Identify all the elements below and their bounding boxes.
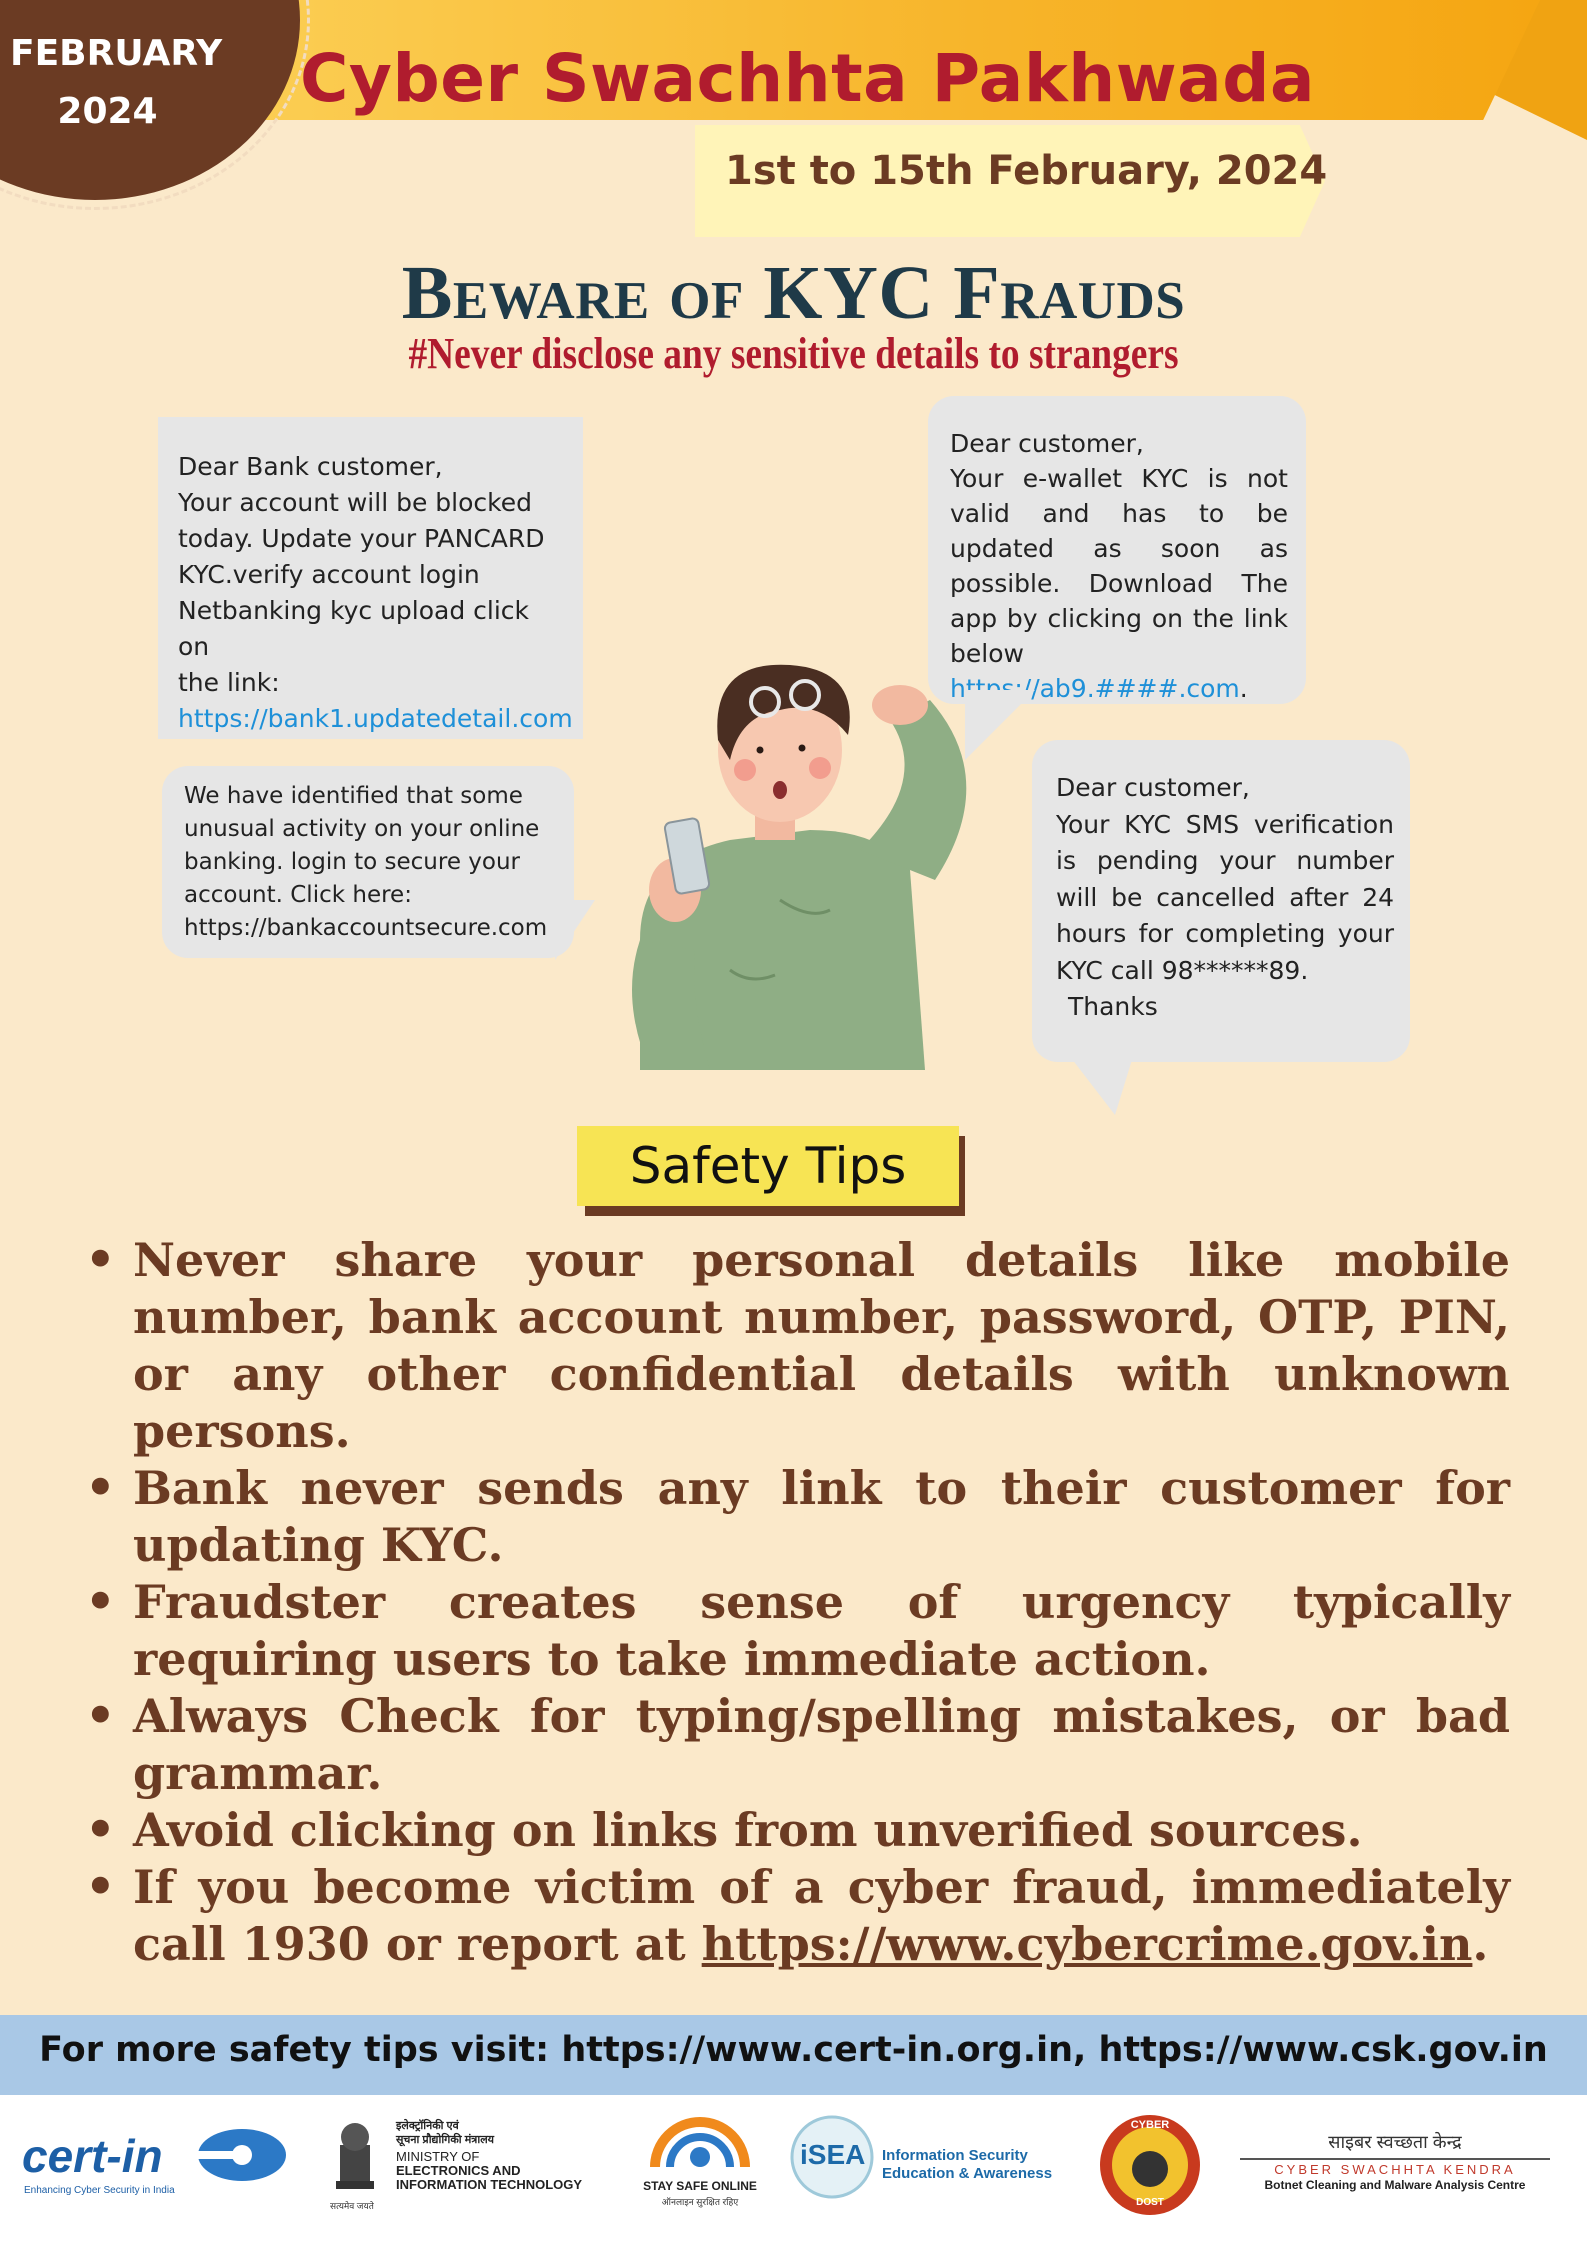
activity-message-bubble bbox=[162, 766, 574, 958]
bank-message-line: today. Update your PANCARD bbox=[178, 524, 545, 553]
sms-bubble-tail bbox=[1065, 1050, 1135, 1115]
stay-safe-line-2: ऑनलाइन सुरक्षित रहिए bbox=[661, 2197, 739, 2207]
ewallet-link[interactable]: https://ab9.####.com bbox=[950, 674, 1240, 703]
confused-person-illustration bbox=[580, 640, 1020, 1070]
isea-mark: iSEA bbox=[800, 2139, 866, 2170]
safety-tip: • Fraudster creates sense of urgency typically requiring users to take immediate action. bbox=[85, 1574, 1510, 1688]
cybercrime-link[interactable]: https://www.cybercrime.gov.in bbox=[701, 1917, 1473, 1971]
certin-name: cert-in bbox=[22, 2130, 163, 2182]
ewallet-body: Your e-wallet KYC is not valid and has to be updated as soon as possible. Download The app by clicking on the link below bbox=[950, 464, 1288, 668]
activity-message-link[interactable]: https://bankaccountsecure.com bbox=[184, 915, 548, 941]
ewallet-greeting: Dear customer, bbox=[950, 429, 1144, 458]
stay-safe-arc-icon bbox=[640, 2107, 760, 2177]
stay-safe-online-logo bbox=[635, 2107, 765, 2237]
safety-tip: • Avoid clicking on links from unverified sources. bbox=[85, 1802, 1510, 1859]
sms-message-bubble bbox=[1032, 740, 1410, 1062]
report-tip-text: If you become victim of a cyber fraud, immediately call 1930 or report at bbox=[133, 1860, 1510, 1971]
isea-logo bbox=[790, 2115, 1080, 2225]
sms-thanks: Thanks bbox=[1068, 992, 1158, 1021]
csk-hindi: साइबर स्वच्छता केन्द्र bbox=[1328, 2132, 1462, 2152]
certin-logo bbox=[22, 2125, 292, 2205]
safety-tip-report bbox=[85, 1859, 1510, 1973]
safety-tips-list bbox=[85, 1232, 1510, 1973]
csk-logo bbox=[1240, 2130, 1560, 2210]
bank-message-link[interactable]: https://bank1.updatedetail.com bbox=[178, 704, 573, 733]
meity-logo bbox=[330, 2115, 620, 2235]
page-title: Cyber Swachhta Pakhwada bbox=[300, 40, 1316, 117]
bank-message-line: the link: bbox=[178, 668, 280, 697]
footer-text: For more safety tips visit: https://www.cert-in.org.in, https://www.csk.gov.in bbox=[39, 2030, 1548, 2070]
activity-message-line: unusual activity on your online bbox=[184, 816, 540, 842]
safety-tip: • Never share your personal details like mobile number, bank account number, password, OTP, PIN, or any other confidential details with unknown persons. bbox=[85, 1232, 1510, 1460]
headline: Beware of KYC Frauds bbox=[401, 251, 1186, 335]
bank-message-line: Netbanking kyc upload click on bbox=[178, 596, 530, 661]
cyber-dost-logo bbox=[1098, 2113, 1202, 2217]
meity-line-3: INFORMATION TECHNOLOGY bbox=[396, 2177, 583, 2192]
sms-greeting: Dear customer, bbox=[1056, 773, 1250, 802]
activity-message-line: banking. login to secure your bbox=[184, 849, 521, 875]
stay-safe-line-1: STAY SAFE ONLINE bbox=[643, 2179, 757, 2193]
activity-message-line: account. Click here: bbox=[184, 882, 412, 908]
emblem-motto: सत्यमेव जयते bbox=[330, 2201, 374, 2211]
cyber-dost-bottom: DOST bbox=[1136, 2197, 1164, 2208]
certin-tagline: Enhancing Cyber Security in India bbox=[24, 2185, 175, 2196]
bank-message-line: Dear Bank customer, bbox=[178, 452, 443, 481]
safety-tip: • Bank never sends any link to their customer for updating KYC. bbox=[85, 1460, 1510, 1574]
bank-message-line: Your account will be blocked bbox=[178, 488, 532, 517]
activity-message-line: We have identified that some bbox=[184, 783, 523, 809]
bank-message-line: KYC.verify account login bbox=[178, 560, 480, 589]
csk-tagline: Botnet Cleaning and Malware Analysis Centre bbox=[1264, 2178, 1526, 2192]
month-name: FEBRUARY bbox=[10, 33, 223, 74]
report-tip-end: . bbox=[1472, 1917, 1489, 1971]
isea-line-1: Information Security bbox=[882, 2147, 1028, 2164]
event-dates: 1st to 15th February, 2024 bbox=[725, 148, 1328, 194]
logo-strip bbox=[0, 2095, 1587, 2245]
meity-hindi-2: सूचना प्रौद्योगिकी मंत्रालय bbox=[396, 2134, 495, 2146]
month-year: 2024 bbox=[57, 91, 158, 132]
meity-line-1: MINISTRY OF bbox=[396, 2149, 480, 2164]
cyber-dost-top: CYBER bbox=[1130, 2119, 1170, 2131]
csk-name: CYBER SWACHHTA KENDRA bbox=[1240, 2158, 1550, 2177]
subheadline: #Never disclose any sensitive details to strangers bbox=[408, 329, 1179, 378]
bank-message-bubble bbox=[158, 417, 583, 739]
meity-line-2: ELECTRONICS AND bbox=[396, 2163, 521, 2178]
month-label bbox=[10, 25, 223, 141]
sms-body: Your KYC SMS verification is pending your number will be cancelled after 24 hours for completing your KYC call 98******89. bbox=[1056, 809, 1394, 985]
isea-line-2: Education & Awareness bbox=[882, 2165, 1053, 2182]
safety-tips-label: Safety Tips bbox=[577, 1126, 959, 1206]
meity-hindi-1: इलेक्ट्रॉनिकी एवं bbox=[396, 2120, 459, 2132]
national-emblem-icon bbox=[330, 2115, 380, 2195]
ewallet-end: . bbox=[1239, 674, 1248, 703]
safety-tip: • Always Check for typing/spelling mistakes, or bad grammar. bbox=[85, 1688, 1510, 1802]
